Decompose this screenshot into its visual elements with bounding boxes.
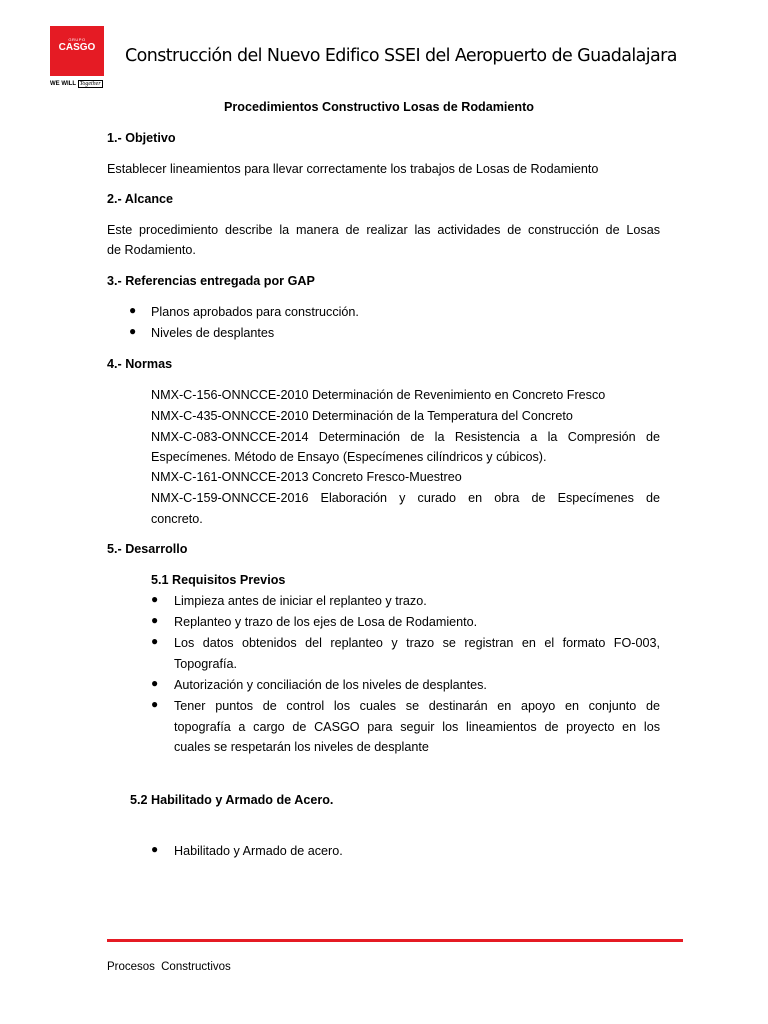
tagline-text: WE WILL xyxy=(50,81,76,87)
requirement-item: Tener puntos de control los cuales se destinarán en apoyo en conjunto de xyxy=(174,699,660,713)
bullet-icon: ● xyxy=(151,613,159,627)
requirement-item-cont: Topografía. xyxy=(174,657,238,671)
logo-grupo-text: GRUPO xyxy=(68,37,86,42)
subsection-5-2-heading: 5.2 Habilitado y Armado de Acero. xyxy=(130,793,334,807)
norm-line: NMX-C-161-ONNCCE-2013 Concreto Fresco-Muestreo xyxy=(151,470,462,484)
section-3-item: Planos aprobados para construcción. xyxy=(151,305,359,319)
norm-line: Especímenes. Método de Ensayo (Especímenes cilíndricos y cúbicos). xyxy=(151,450,547,464)
subsection-5-1-heading: 5.1 Requisitos Previos xyxy=(151,573,286,587)
section-1-heading: 1.- Objetivo xyxy=(107,131,176,145)
norm-line: NMX-C-159-ONNCCE-2016 Elaboración y curado en obra de Especímenes de xyxy=(151,491,660,505)
bullet-icon: ● xyxy=(129,324,137,338)
requirement-item-cont: cuales se respetarán los niveles de desplante xyxy=(174,740,429,754)
bullet-icon: ● xyxy=(151,676,159,690)
header-title: Construcción del Nuevo Edifico SSEI del Aeropuerto de Guadalajara xyxy=(125,46,677,66)
section-2-text-line1: Este procedimiento describe la manera de realizar las actividades de construcción de Losas xyxy=(107,223,660,237)
bullet-icon: ● xyxy=(151,842,159,856)
steel-item: Habilitado y Armado de acero. xyxy=(174,844,343,858)
bullet-icon: ● xyxy=(151,634,159,648)
requirement-item-cont: topografía a cargo de CASGO para seguir los lineamientos de proyecto en los xyxy=(174,720,660,734)
section-5-heading: 5.- Desarrollo xyxy=(107,542,188,556)
section-4-heading: 4.- Normas xyxy=(107,357,173,371)
bullet-icon: ● xyxy=(151,592,159,606)
norm-line: NMX-C-083-ONNCCE-2014 Determinación de la Resistencia a la Compresión de xyxy=(151,430,660,444)
footer-divider xyxy=(107,939,683,942)
section-1-text: Establecer lineamientos para llevar correctamente los trabajos de Losas de Rodamiento xyxy=(107,162,599,176)
bullet-icon: ● xyxy=(151,697,159,711)
norm-line: NMX-C-435-ONNCCE-2010 Determinación de la Temperatura del Concreto xyxy=(151,409,573,423)
logo-tagline xyxy=(50,81,103,87)
footer-text: Procesos Constructivos xyxy=(107,961,231,973)
section-3-item: Niveles de desplantes xyxy=(151,326,275,340)
casgo-logo xyxy=(50,26,104,76)
requirement-item: Replanteo y trazo de los ejes de Losa de Rodamiento. xyxy=(174,615,478,629)
requirement-item: Los datos obtenidos del replanteo y trazo se registran en el formato FO-003, xyxy=(174,636,660,650)
document-title: Procedimientos Constructivo Losas de Rodamiento xyxy=(224,100,534,114)
norm-line: concreto. xyxy=(151,512,203,526)
bullet-icon: ● xyxy=(129,303,137,317)
section-2-heading: 2.- Alcance xyxy=(107,192,174,206)
requirement-item: Limpieza antes de iniciar el replanteo y trazo. xyxy=(174,594,427,608)
requirement-item: Autorización y conciliación de los niveles de desplantes. xyxy=(174,678,487,692)
norm-line: NMX-C-156-ONNCCE-2010 Determinación de Revenimiento en Concreto Fresco xyxy=(151,388,606,402)
logo-casgo-text: CASGO xyxy=(58,42,96,53)
tagline-box: Together xyxy=(79,81,101,87)
section-2-text-line2: de Rodamiento. xyxy=(107,243,196,257)
section-3-heading: 3.- Referencias entregada por GAP xyxy=(107,274,315,288)
